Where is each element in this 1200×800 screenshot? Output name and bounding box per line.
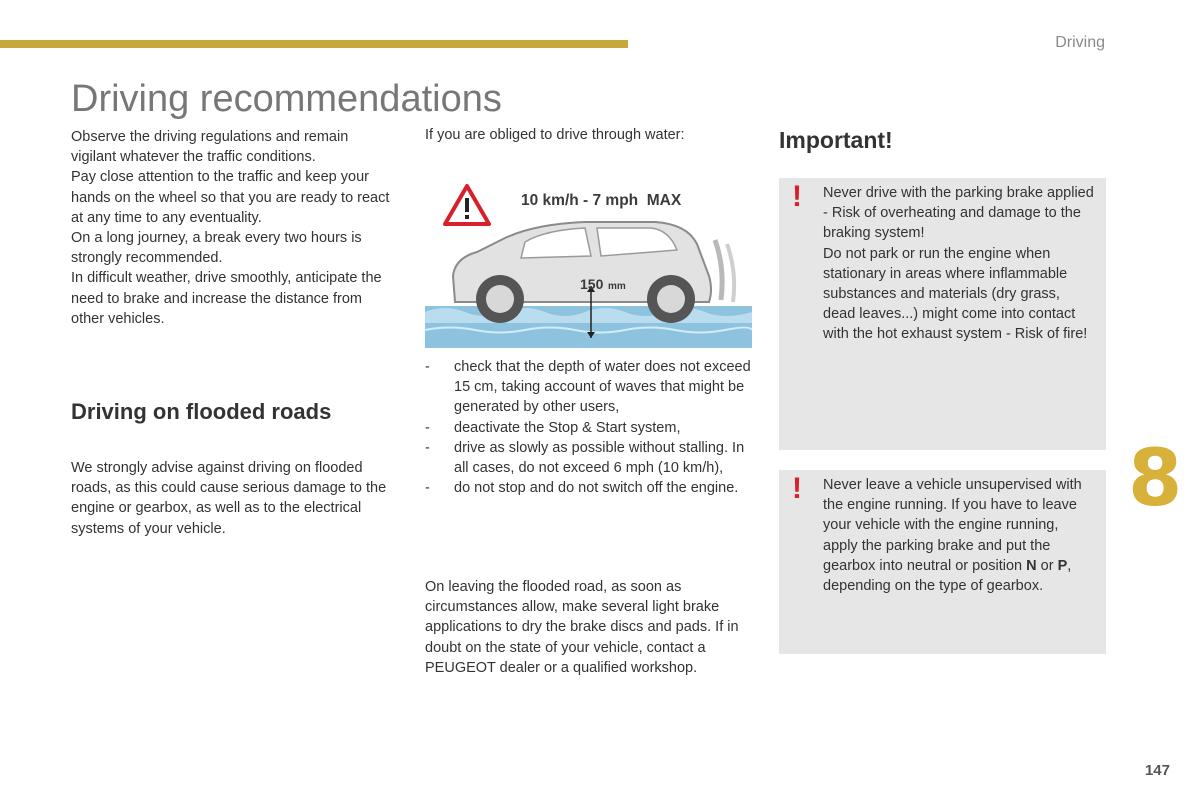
depth-unit: mm (608, 281, 626, 292)
intro-paragraph: Observe the driving regulations and remain vigilant whatever the traffic conditions. (71, 129, 349, 166)
intro-paragraph: Pay close attention to the traffic and keep your hands on the wheel so that you are ready to react at any time to any eventuality. (71, 169, 390, 226)
flooded-road-diagram (425, 178, 752, 348)
depth-value: 150 (580, 276, 604, 292)
flooded-roads-text: We strongly advise against driving on flooded roads, as this could cause serious damage to the engine or gearbox, as well as to the electrical systems of your vehicle. (71, 460, 387, 537)
list-item: - check that the depth of water does not exceed 15 cm, taking account of waves that might be generated by other users, (425, 359, 751, 416)
warning-text: Never drive with the parking brake applied - Risk of overheating and damage to the braking system! Do not park or run the engine when stationary in areas where inflammable substances and materials (dry grass, dead leaves...) might come into contact with the hot exhaust system - Risk of fire! (823, 185, 1094, 343)
warning-box-unsupervised (779, 470, 1106, 654)
page-number: 147 (1144, 762, 1170, 779)
intro-paragraph: On a long journey, a break every two hours is strongly recommended. (71, 230, 362, 267)
warning-box-parking-brake (779, 178, 1106, 450)
list-item: - drive as slowly as possible without stalling. In all cases, do not exceed 6 mph (10 km/h), (425, 439, 745, 477)
intro-paragraph: In difficult weather, drive smoothly, anticipate the need to brake and increase the distance from other vehicles. (71, 270, 382, 327)
important-heading: Important! (779, 127, 893, 153)
list-item: - do not stop and do not switch off the engine. (425, 480, 739, 497)
exclamation-icon: ! (792, 180, 802, 213)
section-name: Driving (1055, 34, 1105, 51)
water-intro: If you are obliged to drive through water: (425, 127, 685, 143)
flooded-roads-heading: Driving on flooded roads (71, 399, 332, 424)
warning-text: Never leave a vehicle unsupervised with the engine running. If you have to leave your vehicle with the engine running, apply the parking brake and put the gearbox into neutral or position N or P, depending on the type of gearbox. (823, 477, 1082, 595)
chapter-number: 8 (1128, 434, 1183, 524)
exclamation-icon: ! (792, 472, 802, 505)
page-title: Driving recommendations (71, 78, 502, 120)
list-item: - deactivate the Stop & Start system, (425, 419, 681, 436)
water-instructions-list (425, 357, 755, 498)
header-accent-bar (0, 40, 628, 48)
leaving-flooded-road-text: On leaving the flooded road, as soon as circumstances allow, make several light brake applications to dry the brake discs and pads. If in doubt on the state of your vehicle, contact a PEUGEOT dealer or a qualified workshop. (425, 579, 739, 676)
speed-limit-label: 10 km/h - 7 mph MAX (521, 192, 682, 209)
intro-text (71, 127, 396, 329)
